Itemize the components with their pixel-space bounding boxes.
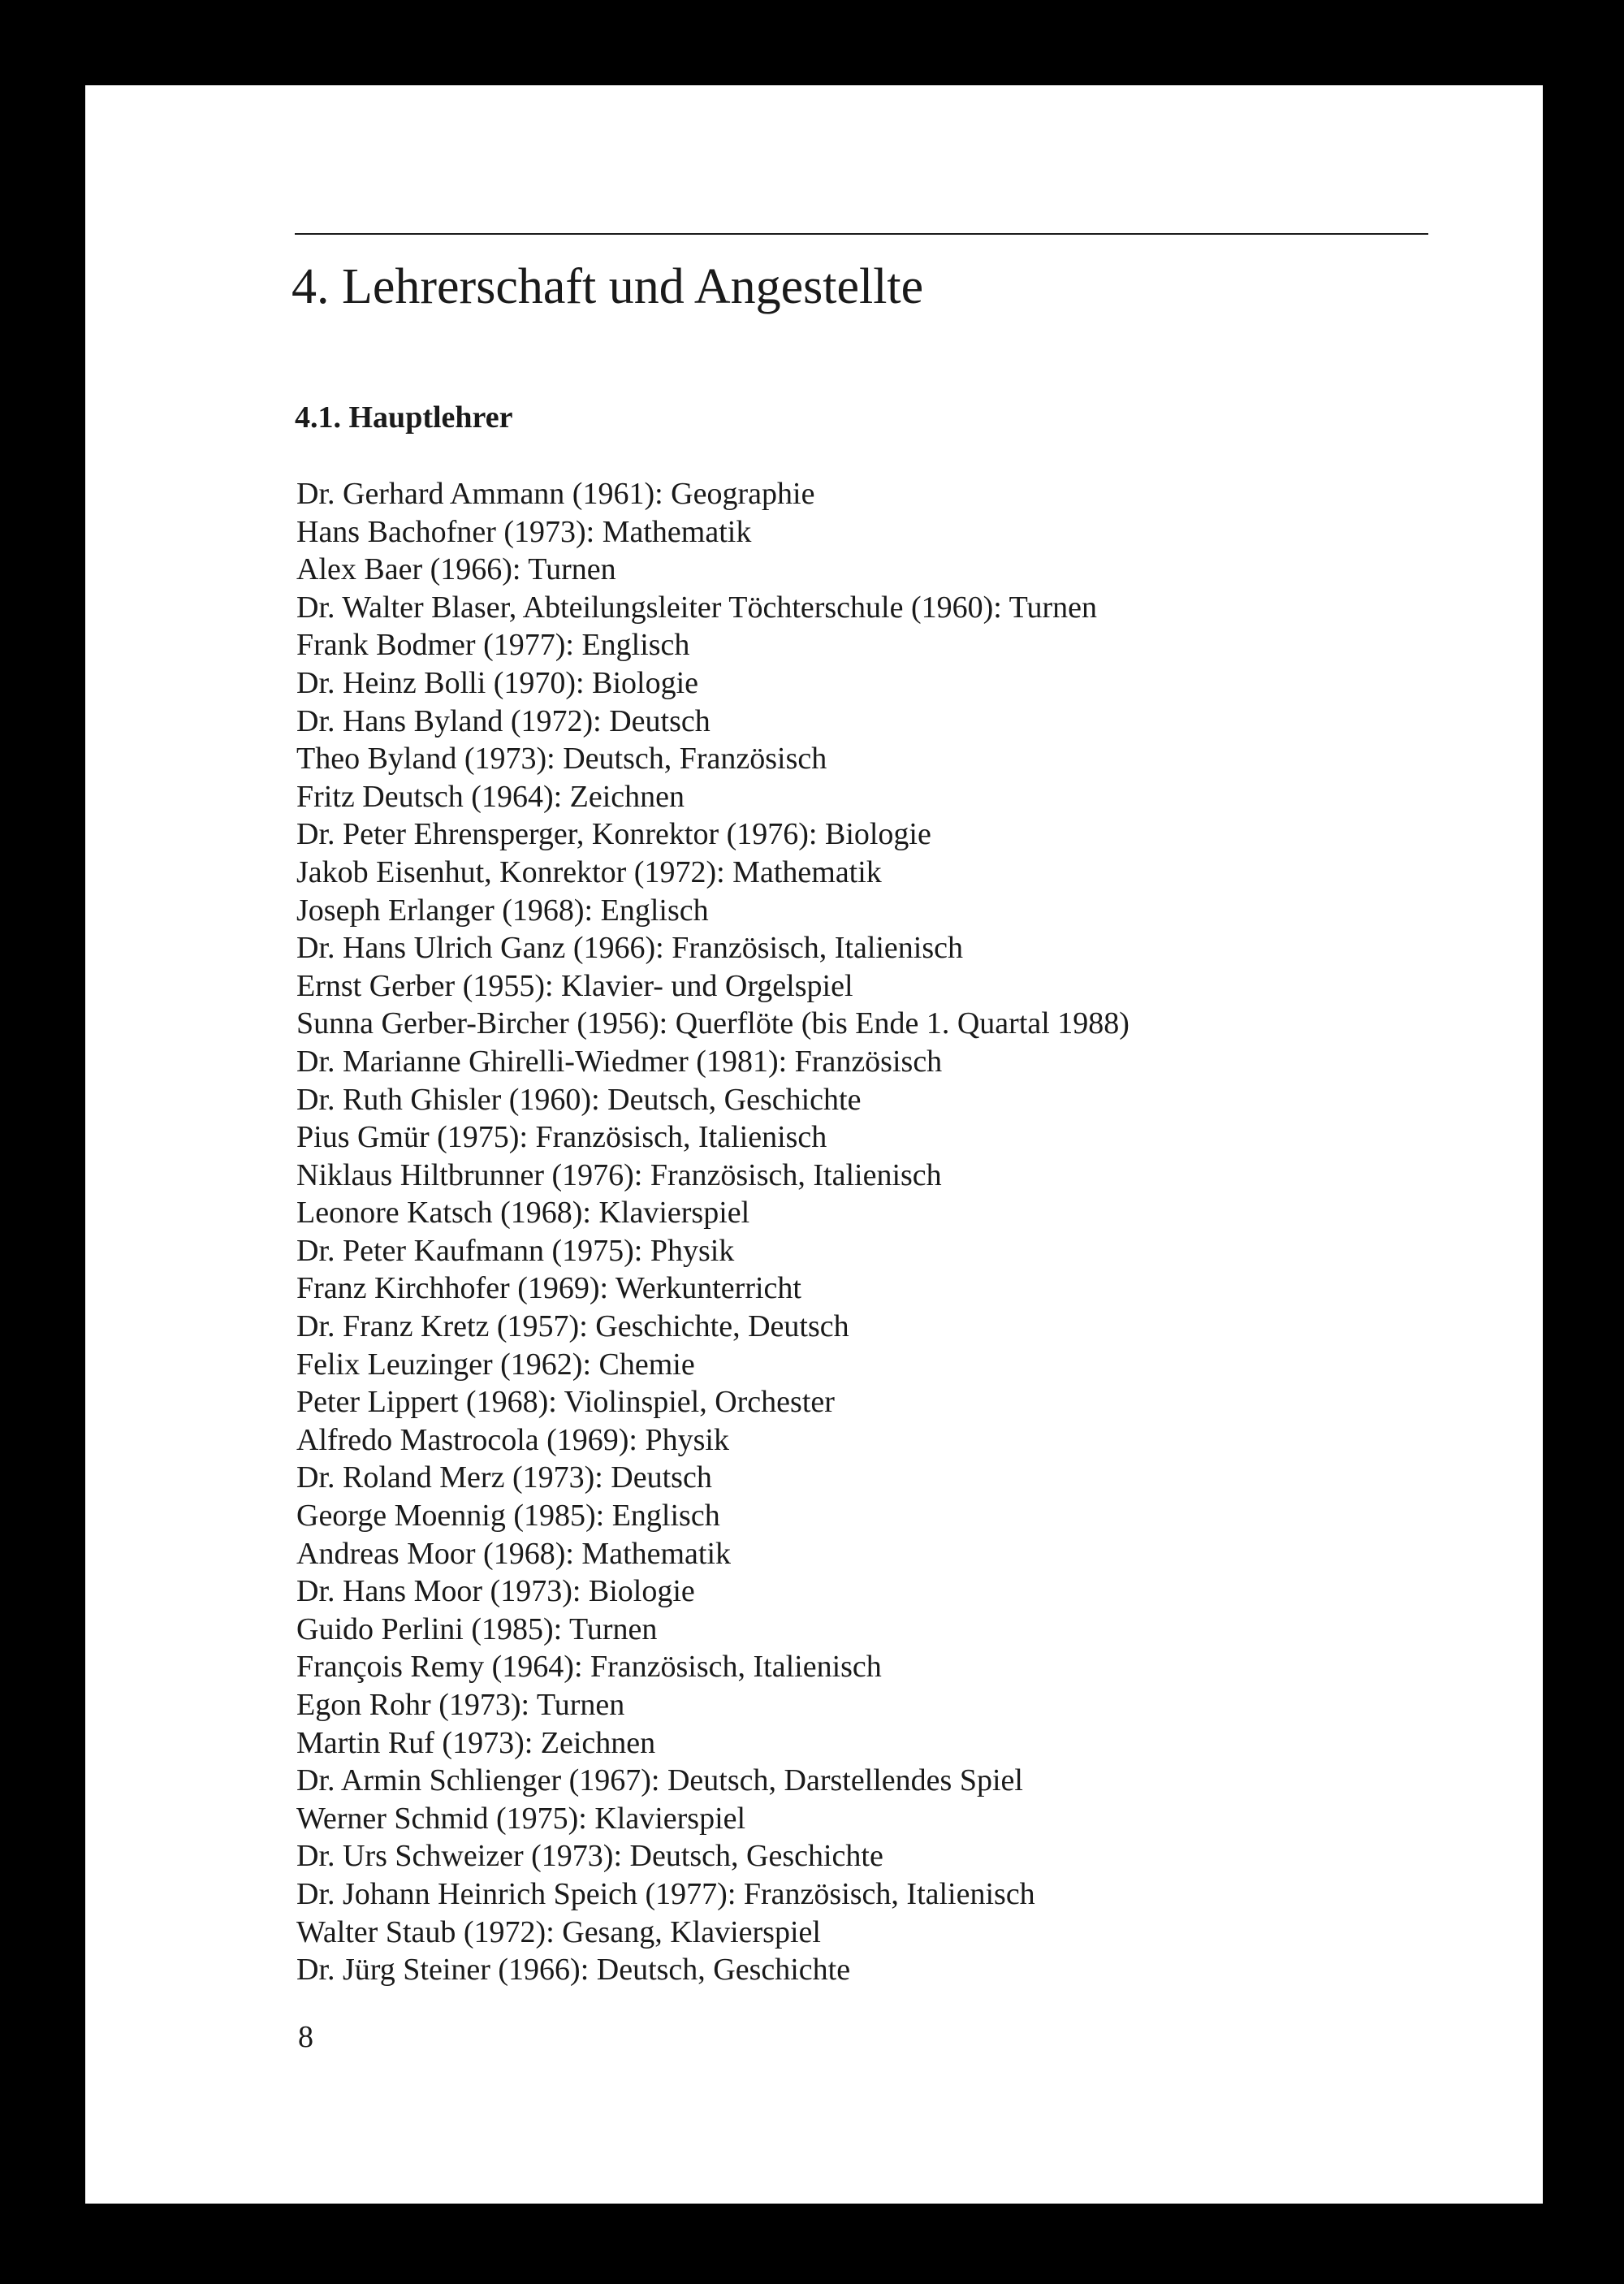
teacher-entry: George Moennig (1985): Englisch: [296, 1499, 720, 1533]
teacher-entry: Franz Kirchhofer (1969): Werkunterricht: [296, 1271, 801, 1306]
teacher-entry: Dr. Walter Blaser, Abteilungsleiter Töchterschule (1960): Turnen: [296, 590, 1098, 625]
teacher-entry: Pius Gmür (1975): Französisch, Italienisch: [296, 1120, 827, 1155]
teacher-entry: Alfredo Mastrocola (1969): Physik: [296, 1422, 729, 1457]
teacher-entry: Werner Schmid (1975): Klavierspiel: [296, 1801, 746, 1836]
teacher-entry: Dr. Peter Ehrensperger, Konrektor (1976): Biologie: [296, 817, 931, 852]
teacher-entry: Jakob Eisenhut, Konrektor (1972): Mathematik: [296, 854, 882, 889]
teacher-entry: Dr. Armin Schlienger (1967): Deutsch, Darstellendes Spiel: [296, 1763, 1023, 1798]
teacher-entry: Leonore Katsch (1968): Klavierspiel: [296, 1196, 750, 1231]
teacher-entry: Dr. Franz Kretz (1957): Geschichte, Deutsch: [296, 1309, 849, 1344]
document-page: [85, 85, 1543, 2204]
teacher-entry: Dr. Urs Schweizer (1973): Deutsch, Geschichte: [296, 1839, 883, 1874]
teacher-entry: Alex Baer (1966): Turnen: [296, 552, 616, 587]
teacher-entry: Niklaus Hiltbrunner (1976): Französisch, Italienisch: [296, 1157, 942, 1192]
teacher-entry: Dr. Roland Merz (1973): Deutsch: [296, 1460, 712, 1495]
teacher-entry: Dr. Jürg Steiner (1966): Deutsch, Geschichte: [296, 1953, 851, 1988]
teacher-entry: Felix Leuzinger (1962): Chemie: [296, 1347, 695, 1382]
teacher-entry: Andreas Moor (1968): Mathematik: [296, 1536, 732, 1571]
teacher-entry: Dr. Hans Byland (1972): Deutsch: [296, 703, 710, 738]
teacher-entry: Guido Perlini (1985): Turnen: [296, 1611, 658, 1646]
teacher-entry: Sunna Gerber-Bircher (1956): Querflöte (bis Ende 1. Quartal 1988): [296, 1006, 1129, 1041]
page-number: 8: [298, 2020, 313, 2054]
teacher-entry: Dr. Peter Kaufmann (1975): Physik: [296, 1233, 735, 1268]
teacher-entry: Hans Bachofner (1973): Mathematik: [296, 514, 752, 549]
teacher-entry: Dr. Johann Heinrich Speich (1977): Französisch, Italienisch: [296, 1876, 1035, 1911]
teacher-entry: Dr. Hans Ulrich Ganz (1966): Französisch, Italienisch: [296, 931, 964, 966]
teacher-entry: Martin Ruf (1973): Zeichnen: [296, 1725, 656, 1760]
teacher-entry: François Remy (1964): Französisch, Italienisch: [296, 1650, 882, 1685]
teacher-list: [296, 475, 1129, 1989]
teacher-entry: Peter Lippert (1968): Violinspiel, Orchester: [296, 1385, 835, 1420]
teacher-entry: Ernst Gerber (1955): Klavier- und Orgelspiel: [296, 968, 853, 1003]
teacher-entry: Frank Bodmer (1977): Englisch: [296, 628, 690, 663]
teacher-entry: Dr. Gerhard Ammann (1961): Geographie: [296, 477, 815, 511]
header-rule: [295, 233, 1428, 235]
teacher-entry: Fritz Deutsch (1964): Zeichnen: [296, 779, 685, 814]
teacher-entry: Dr. Hans Moor (1973): Biologie: [296, 1574, 695, 1609]
teacher-entry: Dr. Heinz Bolli (1970): Biologie: [296, 665, 699, 700]
chapter-title: 4. Lehrerschaft und Angestellte: [292, 259, 924, 314]
teacher-entry: Egon Rohr (1973): Turnen: [296, 1688, 625, 1722]
teacher-entry: Dr. Marianne Ghirelli-Wiedmer (1981): Französisch: [296, 1044, 943, 1079]
section-title: 4.1. Hauptlehrer: [295, 400, 513, 435]
teacher-entry: Joseph Erlanger (1968): Englisch: [296, 893, 709, 928]
teacher-entry: Dr. Ruth Ghisler (1960): Deutsch, Geschichte: [296, 1082, 862, 1117]
teacher-entry: Walter Staub (1972): Gesang, Klavierspiel: [296, 1914, 821, 1949]
teacher-entry: Theo Byland (1973): Deutsch, Französisch: [296, 742, 827, 776]
